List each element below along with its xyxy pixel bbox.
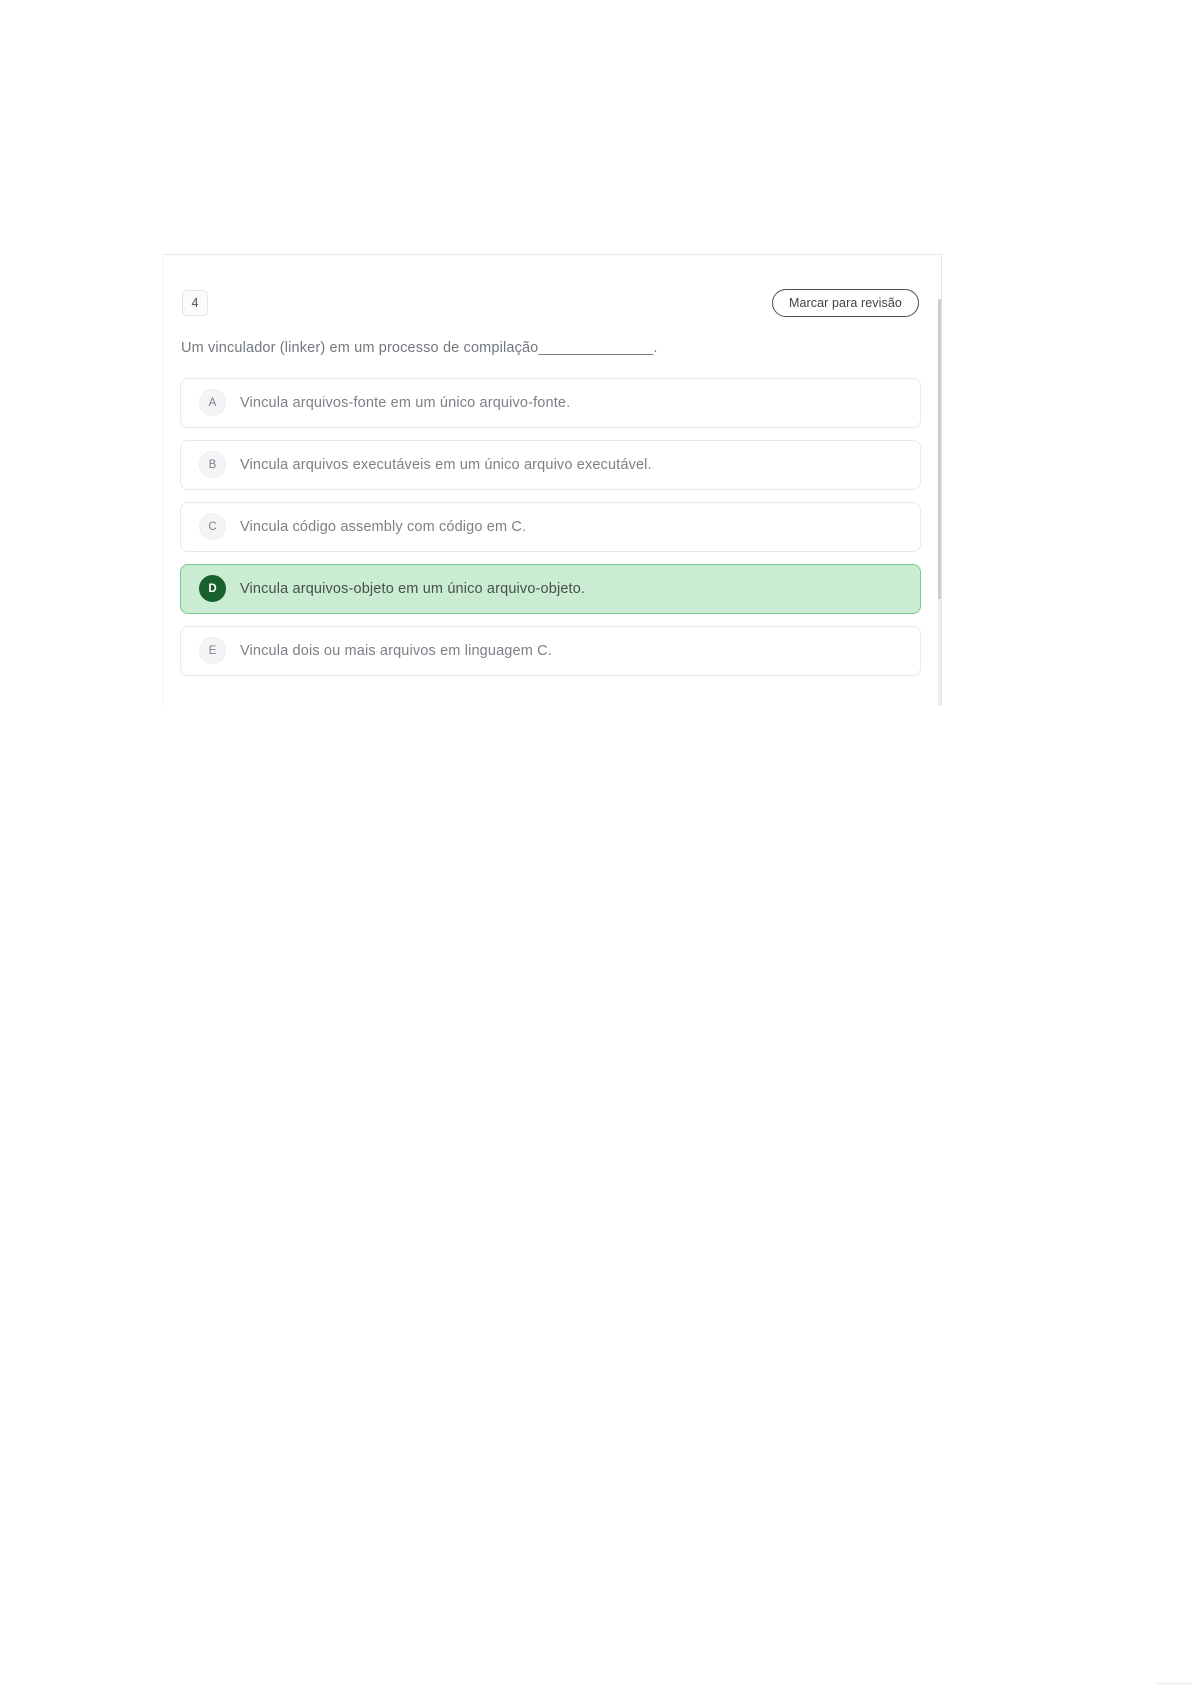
answer-option-e[interactable] (180, 626, 921, 676)
option-text-d: Vincula arquivos-objeto em um único arquivo-objeto. (240, 580, 586, 597)
option-letter-d: D (199, 575, 226, 602)
answer-option-b[interactable] (180, 440, 921, 490)
question-text: Um vinculador (linker) em um processo de compilação______________. (181, 340, 658, 356)
option-letter-c: C (199, 513, 226, 540)
option-text-e: Vincula dois ou mais arquivos em linguagem C. (240, 642, 552, 659)
question-card-body (164, 255, 941, 676)
option-letter-e: E (199, 637, 226, 664)
question-number-badge: 4 (182, 290, 208, 316)
option-text-b: Vincula arquivos executáveis em um único arquivo executável. (240, 456, 652, 473)
question-header (180, 289, 921, 317)
card-scrollbar-thumb[interactable] (938, 299, 941, 599)
option-text-a: Vincula arquivos-fonte em um único arquivo-fonte. (240, 394, 571, 411)
answer-option-c[interactable] (180, 502, 921, 552)
option-letter-b: B (199, 451, 226, 478)
answer-option-a[interactable] (180, 378, 921, 428)
question-card (163, 254, 942, 706)
option-text-c: Vincula código assembly com código em C. (240, 518, 527, 535)
answer-option-d[interactable] (180, 564, 921, 614)
mark-for-review-button[interactable]: Marcar para revisão (772, 289, 919, 317)
option-letter-a: A (199, 389, 226, 416)
answer-options-list (180, 378, 921, 676)
